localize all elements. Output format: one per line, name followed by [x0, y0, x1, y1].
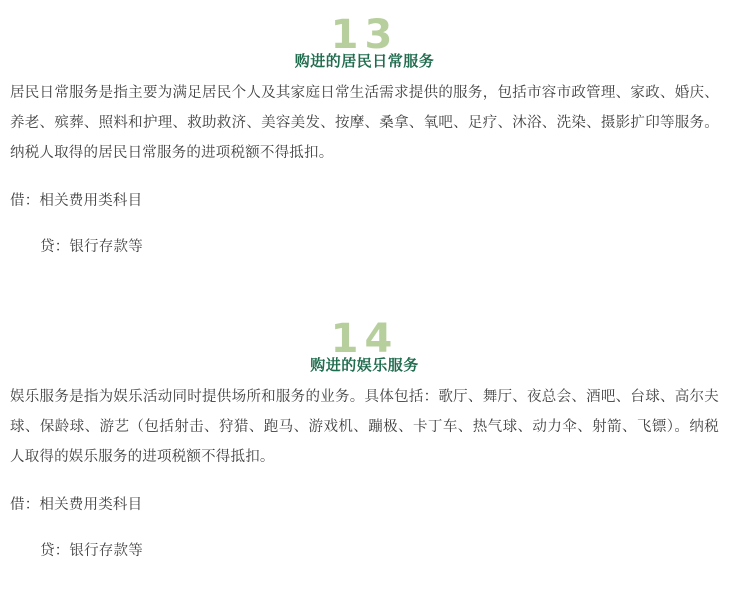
section-13-debit-line: 借：相关费用类科目	[10, 193, 143, 209]
section-14-title: 购进的娱乐服务	[310, 357, 419, 374]
section-14-credit-line: 贷：银行存款等	[40, 543, 143, 559]
section-13-credit-line: 贷：银行存款等	[40, 239, 143, 255]
section-14-header	[10, 308, 719, 374]
section-14-paragraph: 娱乐服务是指为娱乐活动同时提供场所和服务的业务。具体包括：歌厅、舞厅、夜总会、酒吧、台球、高尔夫球、保龄球、游艺（包括射击、狩猎、跑马、游戏机、蹦极、卡丁车、热气球、动力伞、射箭、飞镖）。纳税人取得的娱乐服务的进项税额不得抵扣。	[10, 389, 719, 465]
section-14	[10, 262, 719, 566]
section-13-header	[10, 4, 719, 70]
section-13-paragraph: 居民日常服务是指主要为满足居民个人及其家庭日常生活需求提供的服务，包括市容市政管理、家政、婚庆、养老、殡葬、照料和护理、救助救济、美容美发、按摩、桑拿、氧吧、足疗、沐浴、洗染、摄影扩印等服务。纳税人取得的居民日常服务的进项税额不得抵扣。	[10, 85, 719, 161]
section-13-title: 购进的居民日常服务	[294, 53, 435, 70]
section-14-number: 14	[330, 316, 399, 362]
section-13-number: 13	[330, 12, 399, 58]
section-13	[10, 0, 719, 262]
section-14-debit-line: 借：相关费用类科目	[10, 497, 143, 513]
